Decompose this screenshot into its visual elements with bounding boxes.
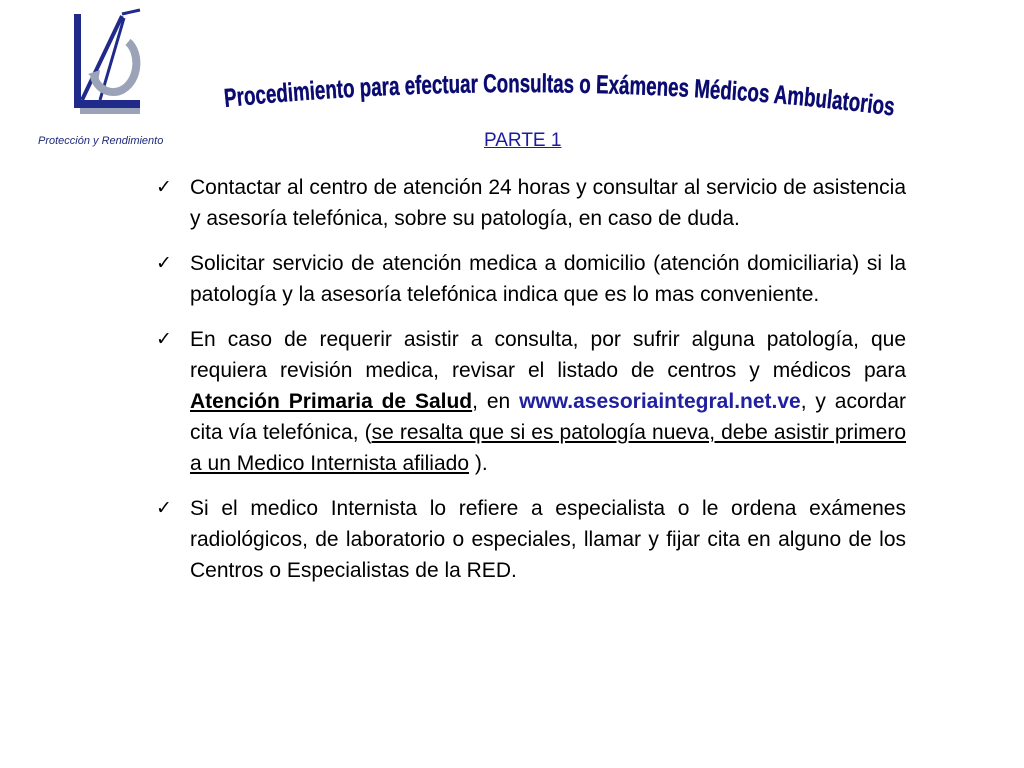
bullet-text-post: , y acordar cita vía telefónica, ( [190, 390, 906, 444]
bullet-text-pre: En caso de requerir asistir a consulta, por sufrir alguna patología, que requiera revisión medica, revisar el listado de centros y médicos para [190, 328, 906, 382]
bullet-text-mid: , en [472, 390, 520, 413]
bullet-item [150, 172, 906, 234]
bullet-text: Solicitar servicio de atención medica a domicilio (atención domiciliaria) si la patología y la asesoría telefónica indica que es lo mas conveniente. [190, 252, 906, 306]
bullet-text: Contactar al centro de atención 24 horas y consultar al servicio de asistencia y asesoría telefónica, sobre su patología, en caso de duda. [190, 176, 906, 230]
checkmark-icon: ✓ [156, 328, 172, 350]
checkmark-icon: ✓ [156, 497, 172, 519]
slide-title-text: Procedimiento para efectuar Consultas o Exámenes Médicos Ambulatorios [222, 68, 901, 122]
checkmark-icon: ✓ [156, 176, 172, 198]
internist-note: se resalta que si es patología nueva, debe asistir primero a un Medico Internista afiliado [190, 421, 906, 475]
bullet-item [150, 324, 906, 479]
company-logo-icon [60, 8, 150, 128]
bullet-list [150, 172, 906, 600]
primary-care-emphasis: Atención Primaria de Salud [190, 390, 473, 413]
bullet-text-end: ). [469, 452, 488, 475]
checkmark-icon: ✓ [156, 252, 172, 274]
bullet-item [150, 493, 906, 586]
slide-title [215, 55, 915, 135]
company-tagline: Protección y Rendimiento [38, 135, 164, 147]
website-link[interactable]: www.asesoriaintegral.net.ve [519, 390, 801, 413]
bullet-item [150, 248, 906, 310]
section-heading: PARTE 1 [484, 130, 562, 151]
bullet-text: Si el medico Internista lo refiere a especialista o le ordena exámenes radiológicos, de laboratorio o especiales, llamar y fijar cita en alguno de los Centros o Especialistas de la RED. [190, 497, 906, 582]
